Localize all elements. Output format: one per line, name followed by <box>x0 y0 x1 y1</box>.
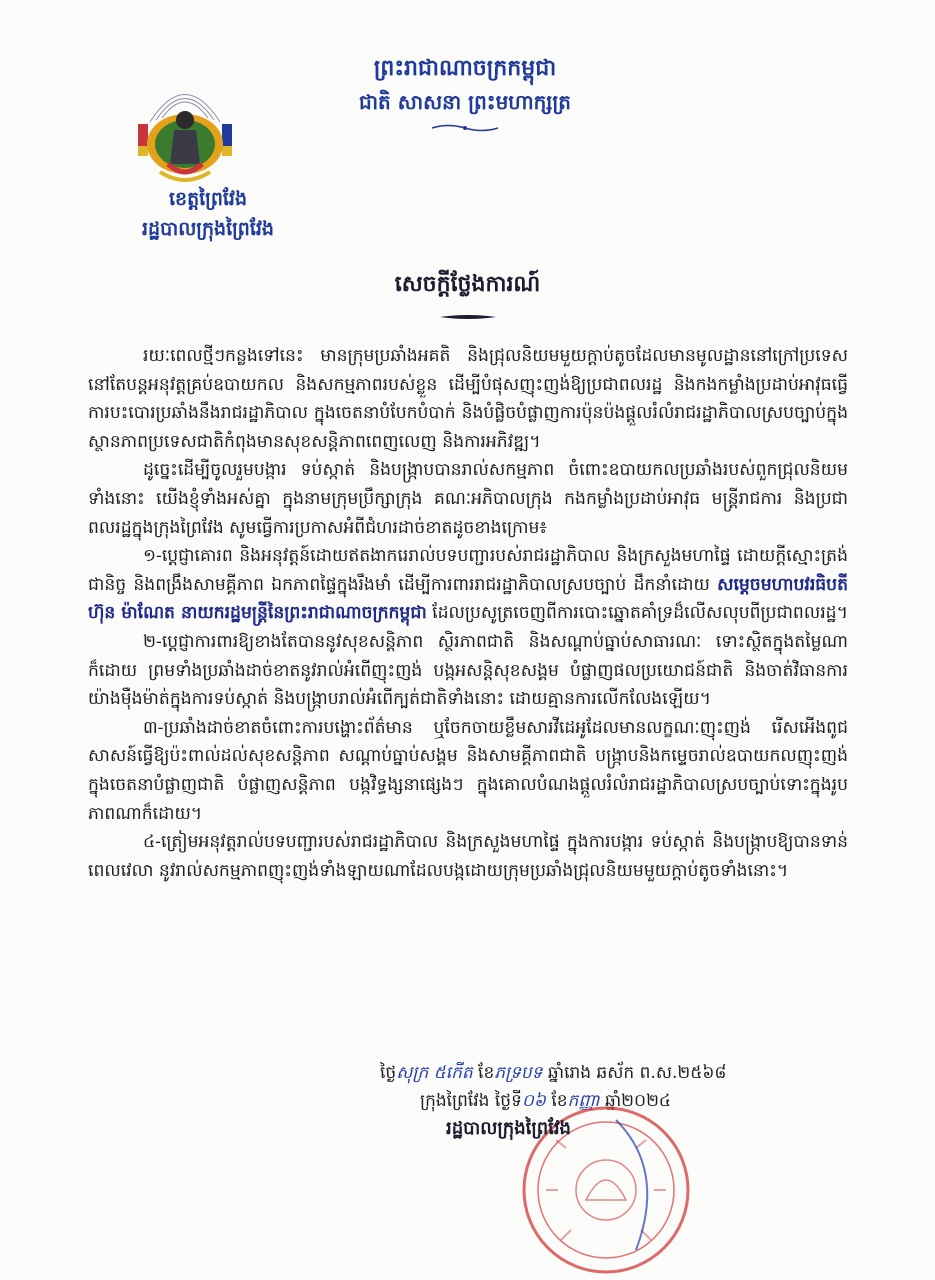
item-1 <box>88 542 848 628</box>
lunar-date-line <box>380 1062 830 1087</box>
item-2: ២-ប្តេជ្ញាការពារឱ្យខាងតែបាននូវសុខសន្តិភាព ស្ថិរភាពជាតិ និងសណ្តាប់ធ្នាប់សាធារណៈ ទោះស្ថិតក្នុងតម្លៃណាក៏ដោយ ព្រមទាំងប្រឆាំងដាច់ខាតនូវរាល់អំពើញុះញង់ បង្កអសន្តិសុខសង្គម បំផ្លាញផលប្រយោជន៍ជាតិ និងចាត់វិធានការយ៉ាងម៉ឺងម៉ាត់ក្នុងការទប់ស្កាត់ និងបង្ក្រាបរាល់អំពើក្បត់ជាតិទាំងនោះ ដោយគ្មានការលើកលែងឡើយ។ <box>88 631 848 710</box>
paragraph-declaration: ដូច្នេះដើម្បីចូលរួមបង្ការ ទប់ស្កាត់ និងបង្ក្រាបបានរាល់សកម្មភាព ចំពោះឧបាយកលប្រឆាំងរបស់ពួកជ្រុលនិយមទាំងនោះ យើងខ្ញុំទាំងអស់គ្នា ក្នុងនាមក្រុមប្រឹក្សាក្រុង គណៈអភិបាលក្រុង កងកម្លាំងប្រដាប់អាវុធ មន្ត្រីរាជការ និងប្រជាពលរដ្ឋក្នុងក្រុងព្រៃវែង សូមធ្វើការប្រកាសអំពីជំហរដាច់ខាតដូចខាងក្រោម៖ <box>88 460 848 538</box>
province-name: ខេត្តព្រៃវែង <box>168 188 248 210</box>
day-handwritten: ០៦ <box>521 1091 546 1111</box>
statement-body <box>88 342 848 885</box>
place-prefix: ក្រុងព្រៃវែង ថ្ងៃទី <box>420 1091 522 1111</box>
item-1-text-a: ១-ប្តេជ្ញាគោរព និងអនុវត្តន៍ដោយឥតងាករេរាល់បទបញ្ជារបស់រាជរដ្ឋាភិបាល និងក្រសួងមហាផ្ទៃ ដោយក្តីស្មោះត្រង់ជានិច្ច និងពង្រឹងសាមគ្គីភាព ឯកភាពផ្ទៃក្នុងរឹងមាំ ដើម្បីការពាររាជរដ្ឋាភិបាលស្របច្បាប់ ដឹកនាំដោយ <box>88 546 848 595</box>
lunar-month-handwritten: ភទ្របទ <box>494 1063 543 1083</box>
item-3: ៣-ប្រឆាំងដាច់ខាតចំពោះការបង្ហោះព័ត៌មាន ឬចែកចាយខ្លឹមសារវីដេអូដែលមានលក្ខណៈញុះញង់ រើសអើងពូជសាសន៍ធ្វើឱ្យប៉ះពាល់ដល់សុខសន្តិភាព សណ្តាប់ធ្នាប់សង្គម និងសាមគ្គីភាពជាតិ បង្ក្រាបនិងកម្ទេចរាល់ឧបាយកលញុះញង់ ក្នុងចេតនាបំផ្លាញជាតិ បំផ្លាញសន្តិភាព បង្កវិទ្ធង្សនាផ្សេងៗ ក្នុងគោលបំណងផ្តួលរំលំរាជរដ្ឋាភិបាលស្របច្បាប់ទោះក្នុងរូបភាពណាក៏ដោយ។ <box>88 717 848 824</box>
document-title: សេចក្តីថ្លែងការណ៍ <box>394 272 541 297</box>
city-administration-name: រដ្ឋបាលក្រុងព្រៃវែង <box>142 218 274 240</box>
signoff-authority: រដ្ឋបាលក្រុងព្រៃវែង <box>446 1118 571 1139</box>
motto-kingdom: ព្រះរាជាណាចក្រកម្ពុជា <box>373 56 557 81</box>
province-emblem-icon <box>130 72 240 192</box>
paragraph-intro: រយៈពេលថ្មីៗកន្លងទៅនេះ មានក្រុមប្រឆាំងអគតិ និងជ្រុលនិយមមួយក្តាប់តូចដែលមានមូលដ្ឋាននៅក្រៅប្រទេសនៅតែបន្តអនុវត្តគ្រប់ឧបាយកល និងសកម្មភាពរបស់ខ្លួន ដើម្បីបំផុសញុះញង់ឱ្យប្រជាពលរដ្ឋ និងកងកម្លាំងប្រដាប់អាវុធធ្វើការបះបោរប្រឆាំងនឹងរាជរដ្ឋាភិបាល ក្នុងចេតនាបំបែកបំបាក់ និងបំផ្លិចបំផ្លាញការប៉ុនប៉ងផ្តួលរំលំរាជរដ្ឋាភិបាលស្របច្បាប់ក្នុងស្ថានភាពប្រទេសជាតិកំពុងមានសុខសន្តិភាពពេញលេញ និងការអភិវឌ្ឍ។ <box>88 346 848 452</box>
lunar-year-text: ឆ្នាំរោង ឆស័ក ព.ស.២៥៦៨ <box>542 1063 727 1083</box>
item-1-text-b: ដែលប្រសូត្រចេញពីការបោះឆ្នោតគាំទ្រដ៏លើសលុបពីប្រជាពលរដ្ឋ។ <box>426 603 848 624</box>
lunar-day-handwritten: សុក្រ ៥កើត <box>396 1063 473 1083</box>
title-divider-icon <box>438 312 498 322</box>
year-text: ឆ្នាំ២០២៤ <box>599 1091 671 1111</box>
lunar-month-prefix: ខែ <box>472 1063 495 1083</box>
national-motto <box>300 52 630 137</box>
month-prefix: ខែ <box>545 1091 568 1111</box>
prime-minister-name: សម្តេចមហាបវរធិបតី ហ៊ុន ម៉ាណែត នាយករដ្ឋមន្ត្រីនៃព្រះរាជាណាចក្រកម្ពុជា <box>88 574 848 624</box>
ornament-divider-icon <box>430 123 500 133</box>
month-handwritten: កញ្ញា <box>567 1091 600 1111</box>
item-4: ៤-ត្រៀមអនុវត្តរាល់បទបញ្ជារបស់រាជរដ្ឋាភិបាល និងក្រសួងមហាផ្ទៃ ក្នុងការបង្ការ ទប់ស្កាត់ និងបង្ក្រាបឱ្យបានទាន់ពេលវេលា នូវរាល់សកម្មភាពញុះញង់ទាំងឡាយណាដែលបង្កដោយក្រុមប្រឆាំងជ្រុលនិយមមួយក្តាប់តូចទាំងនោះ។ <box>88 832 848 881</box>
issuing-authority <box>118 184 298 244</box>
lunar-day-prefix: ថ្ងៃ <box>380 1063 397 1083</box>
motto-nation-religion-king: ជាតិ សាសនា ព្រះមហាក្សត្រ <box>359 90 571 114</box>
